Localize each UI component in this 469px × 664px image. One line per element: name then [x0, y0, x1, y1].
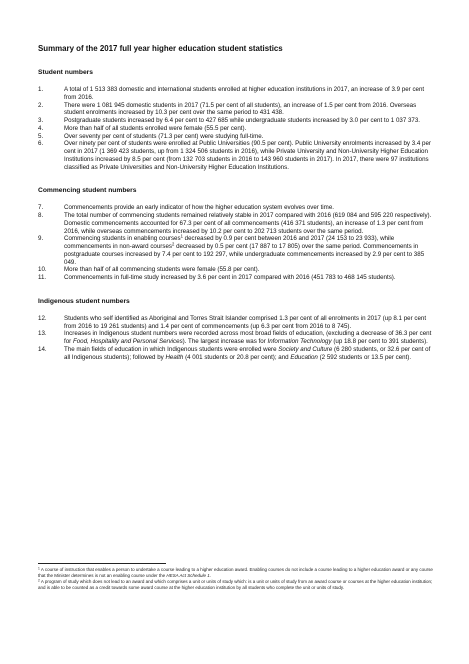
item-text: A total of 1 513 383 domestic and international students enrolled at higher education institutions in 2017, an increase of 3.9 per cent from 2016. — [64, 86, 425, 101]
section-heading: Commencing student numbers — [38, 187, 137, 195]
item-text: Over seventy per cent of students (71.3 per cent) were studying full-time. — [64, 132, 264, 140]
item-text: Students who self identified as Aboriginal and Torres Strait Islander comprised 1.3 per cent of all enrolments in 2017 (up 8.1 per cent from 2016 to 19 261 students) and 1.4 per cent of commencements (up 6.3 per cent from 2016 to 8 745). — [64, 314, 427, 330]
item-text-part: Commencing students in enabling courses — [64, 235, 181, 243]
list-item — [38, 140, 435, 171]
footnotes — [38, 563, 435, 591]
section-heading: Student numbers — [38, 69, 93, 76]
item-text: There were 1 081 945 domestic students in 2017 (71.5 per cent of all students), an increase of 1.5 per cent from 2016. Overseas student enrolments increased by 10.3 per cent over the same period to 431 438. — [64, 101, 417, 117]
footnote-text: A course of instruction that enables a person to undertake a course leading to a higher education award. Enabling courses do not include a course leading to a higher education award or any course that the Minister determines is not an enabling course under the — [38, 567, 433, 578]
list-item — [38, 133, 435, 141]
document-title: Summary of the 2017 full year higher education student statistics — [38, 44, 283, 53]
item-text-part: The main fields of education in which Indigenous students were enrolled were — [64, 345, 279, 353]
list-item — [38, 274, 435, 282]
item-number: 9. — [38, 235, 44, 243]
numbered-list — [38, 86, 435, 171]
section-heading: Indigenous student numbers — [38, 297, 130, 305]
emphasis-text: Education — [290, 353, 318, 361]
item-text — [64, 235, 435, 266]
section-commencing-student-numbers — [38, 186, 435, 282]
item-number: 6. — [38, 140, 44, 148]
item-text-part: (2 592 students or 13.5 per cent). — [317, 353, 412, 361]
list-item — [38, 266, 435, 274]
numbered-list — [38, 315, 435, 362]
footnote-reference: 2 — [172, 241, 175, 247]
item-text — [64, 330, 435, 346]
item-text: Over ninety per cent of students were enrolled at Public Universities (90.5 per cent). Public University enrolments increased by 3.4 per cent in 2017 (1 369 423 students, up from 1 324 506 students in 2016), while Private University and Non-University Higher Education Institutions increased by 8.5 per cent (from 132 703 students in 2016 to 143 960 students in 2017). In 2017, there were 97 institutions classified as Private Universities and Non-University Higher Education Institutions. — [64, 140, 431, 171]
emphasis-text: Society and Culture — [278, 345, 333, 353]
item-number: 3. — [38, 117, 44, 124]
emphasis-text: Health — [165, 353, 184, 361]
item-text-part: (4 001 students or 20.8 per cent); and — [183, 353, 291, 361]
emphasis-text: HESA Act Schedule 1 — [166, 572, 210, 578]
list-item — [38, 212, 435, 235]
item-number: 8. — [38, 212, 44, 219]
item-number: 4. — [38, 124, 44, 132]
section-indigenous-student-numbers — [38, 297, 435, 362]
item-text: Commencements in full-time study increased by 3.6 per cent in 2017 compared with 2016 (451 783 to 468 145 students). — [64, 274, 396, 281]
item-number: 12. — [38, 314, 47, 322]
list-item — [38, 117, 435, 125]
footnote — [38, 567, 435, 578]
list-item — [38, 102, 435, 118]
footnote-text: A program of study which does not lead to an award and which comprises a unit or units of study which: is a unit or units of study from an award course or courses at the higher education institution; and is able to be counted as a credit towards some award course at the higher education institution by all students who complete the unit or units of study. — [38, 578, 433, 590]
item-text: Commencements provide an early indicator of how the higher education system evolves over time. — [64, 204, 334, 212]
emphasis-text: Food, Hospitality and Personal Services — [72, 338, 183, 345]
item-text — [64, 346, 435, 362]
item-text-part: decreased by 0.9 per cent between 2016 and 2017 (24 153 to 23 933), while commencements in non-award courses — [64, 235, 395, 250]
emphasis-text: Information Technology — [267, 338, 332, 345]
footnote-mark: 2 — [38, 578, 40, 583]
item-number: 2. — [38, 101, 44, 109]
item-number: 5. — [38, 132, 44, 140]
list-item — [38, 125, 435, 133]
list-item — [38, 315, 435, 331]
item-number: 11. — [38, 274, 47, 281]
list-item — [38, 86, 435, 102]
item-text-part: (up 18.8 per cent to 391 students). — [331, 338, 428, 345]
item-number: 7. — [38, 204, 44, 212]
item-number: 1. — [38, 86, 44, 93]
footnote-text: . — [209, 572, 212, 578]
list-item — [38, 346, 435, 362]
item-text: Postgraduate students increased by 6.4 per cent to 427 685 while undergraduate students increased by 3.0 per cent to 1 037 373. — [64, 117, 421, 124]
item-number: 14. — [38, 345, 47, 353]
item-text-part: decreased by 0.5 per cent (17 887 to 17 805) over the same period. Commencements in postgraduate courses increased by 7.4 per cent to 192 297, while undergraduate commencements increased by 2.9 per cent to 385 049. — [64, 243, 425, 266]
numbered-list — [38, 204, 435, 282]
footnote — [38, 579, 435, 590]
list-item — [38, 204, 435, 212]
footnote-divider — [38, 563, 166, 564]
list-item — [38, 235, 435, 266]
footnote-reference: 1 — [180, 233, 183, 239]
item-text-part: Increases in Indigenous student numbers were recorded across most broad fields of education, (excluding a decrease of 36.3 per cent for — [64, 330, 432, 345]
list-item — [38, 330, 435, 346]
item-text: The total number of commencing students remained relatively stable in 2017 compared with 2016 (619 084 and 595 220 respectively). Domestic commencements accounted for 67.3 per cent of all commencements (416 371 students), an increase of 1.3 per cent from 2016, while overseas commencements increased by 10.2 per cent to 202 713 students over the same period. — [64, 212, 432, 235]
item-text-part: (6 280 students, or 32.6 per cent of all Indigenous students); followed by — [64, 345, 431, 361]
item-number: 10. — [38, 266, 47, 274]
footnote-mark: 1 — [38, 566, 40, 571]
item-text: More than half of all students enrolled were female (55.5 per cent). — [64, 124, 247, 132]
item-text-part: ). The largest increase was for — [182, 338, 268, 345]
section-student-numbers — [38, 68, 435, 171]
item-number: 13. — [38, 330, 47, 338]
item-text: More than half of all commencing students were female (55.8 per cent). — [64, 266, 260, 274]
